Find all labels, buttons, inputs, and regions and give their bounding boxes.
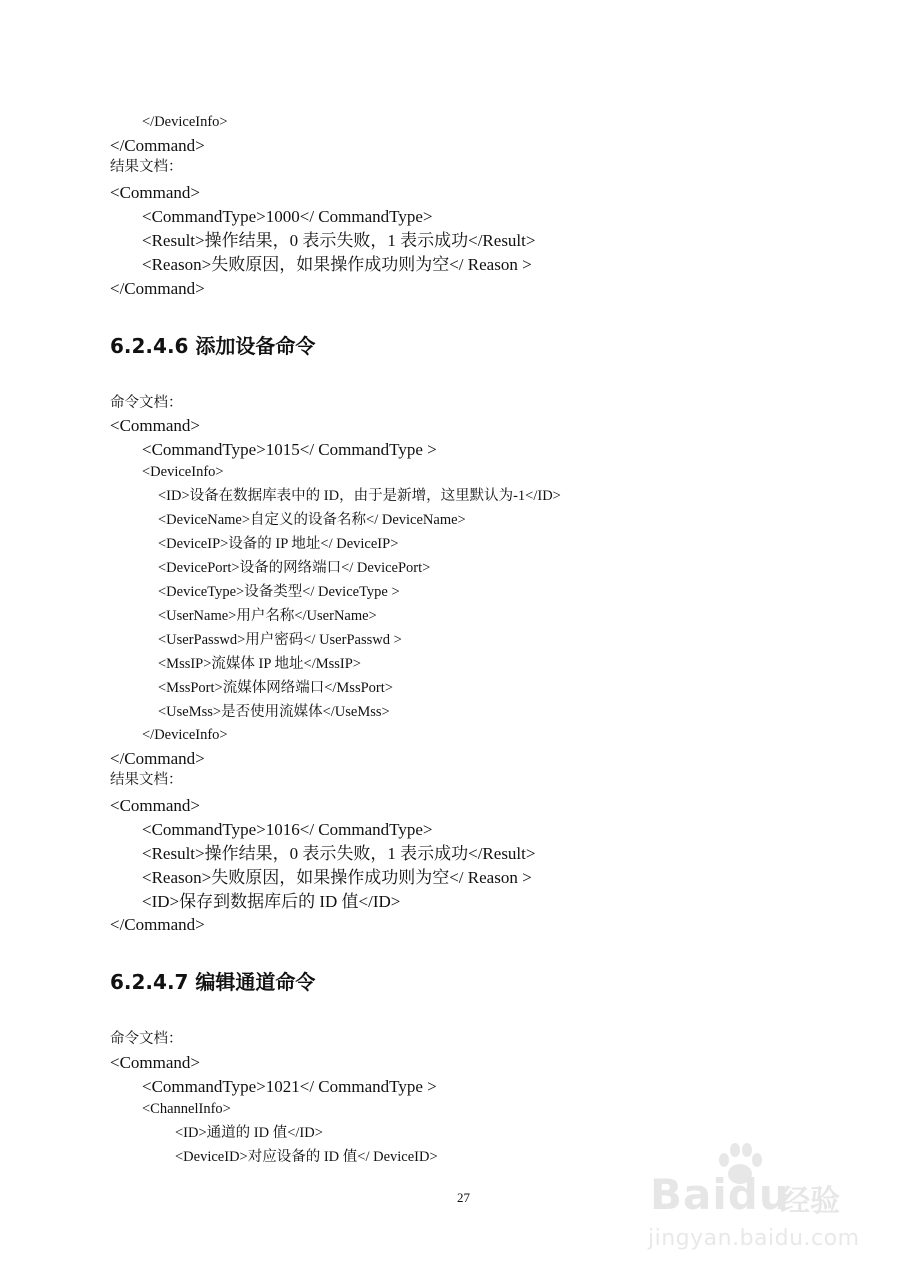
code-line: <Reason>失败原因，如果操作成功则为空</ Reason > (142, 255, 532, 274)
code-line: <Reason>失败原因，如果操作成功则为空</ Reason > (142, 868, 532, 887)
doc-label: 结果文档： (110, 159, 183, 175)
section-heading: 6.2.4.6 添加设备命令 (110, 334, 316, 358)
page-number: 27 (457, 1190, 470, 1205)
code-line: <DevicePort>设备的网络端口</ DevicePort> (158, 560, 431, 576)
doc-label: 命令文档： (110, 1031, 183, 1047)
code-line: <CommandType>1016</ CommandType> (142, 820, 433, 839)
code-line: <CommandType>1000</ CommandType> (142, 207, 433, 226)
code-line: <UserPasswd>用户密码</ UserPasswd > (158, 632, 402, 648)
code-line: <DeviceType>设备类型</ DeviceType > (158, 584, 400, 600)
code-line: </Command> (110, 915, 205, 934)
code-line: <ChannelInfo> (142, 1101, 231, 1117)
watermark-brand: Baidu (650, 1170, 790, 1219)
code-line: <Command> (110, 1053, 201, 1072)
code-line: <DeviceInfo> (142, 464, 224, 480)
code-line: <ID>设备在数据库表中的 ID，由于是新增，这里默认为-1</ID> (158, 488, 561, 504)
code-line: <CommandType>1021</ CommandType > (142, 1077, 437, 1096)
code-line: <Result>操作结果，0 表示失败，1 表示成功</Result> (142, 844, 536, 863)
code-line: <CommandType>1015</ CommandType > (142, 440, 437, 459)
code-line: <Command> (110, 796, 201, 815)
code-line: <ID>通道的 ID 值</ID> (175, 1125, 323, 1141)
code-line: <Result>操作结果，0 表示失败，1 表示成功</Result> (142, 231, 536, 250)
watermark-url: jingyan.baidu.com (648, 1226, 860, 1251)
baidu-jingyan-watermark (640, 1140, 870, 1260)
code-line: </DeviceInfo> (142, 727, 228, 743)
code-line: <ID>保存到数据库后的 ID 值</ID> (142, 892, 401, 911)
code-line: <UseMss>是否使用流媒体</UseMss> (158, 704, 390, 720)
doc-label: 结果文档： (110, 772, 183, 788)
code-line: <Command> (110, 416, 201, 435)
code-line: <MssPort>流媒体网络端口</MssPort> (158, 680, 393, 696)
code-line: <DeviceIP>设备的 IP 地址</ DeviceIP> (158, 536, 399, 552)
watermark-cn: 经验 (780, 1184, 840, 1219)
section-heading: 6.2.4.7 编辑通道命令 (110, 970, 316, 994)
code-line: <UserName>用户名称</UserName> (158, 608, 377, 624)
code-line: </Command> (110, 279, 205, 298)
code-line: </Command> (110, 749, 205, 768)
code-line: <DeviceName>自定义的设备名称</ DeviceName> (158, 512, 466, 528)
code-line: <MssIP>流媒体 IP 地址</MssIP> (158, 656, 361, 672)
code-line: </DeviceInfo> (142, 114, 228, 130)
code-line: <Command> (110, 183, 201, 202)
doc-label: 命令文档： (110, 395, 183, 411)
code-line: <DeviceID>对应设备的 ID 值</ DeviceID> (175, 1149, 438, 1165)
code-line: </Command> (110, 136, 205, 155)
